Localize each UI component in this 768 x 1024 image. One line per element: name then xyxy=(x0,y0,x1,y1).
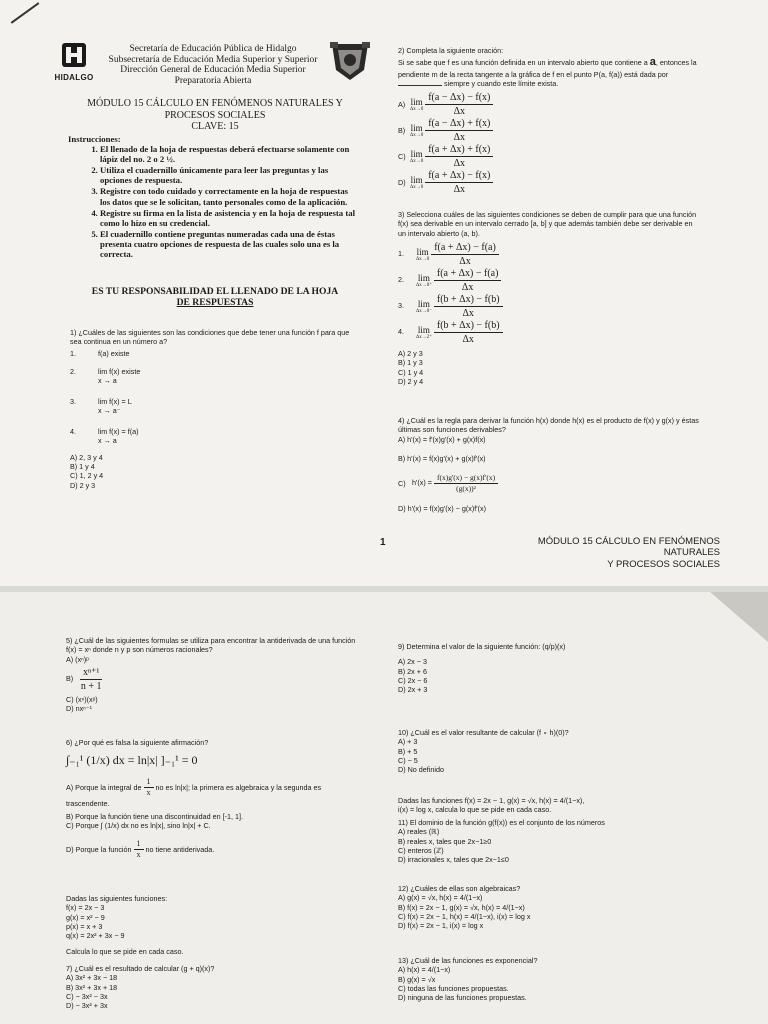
question-5 xyxy=(66,636,366,714)
cond-number: 3. xyxy=(70,396,76,406)
page-footer xyxy=(480,536,720,570)
option-b[interactable]: B) 2x + 6 xyxy=(398,666,427,676)
option-a[interactable]: A) h(x) = 4/(1−x) xyxy=(398,965,451,975)
denominator: Δx xyxy=(461,282,474,294)
cond-text: f(a) existe xyxy=(98,348,130,358)
limit xyxy=(416,300,432,314)
prepa-crest-logo xyxy=(328,40,372,84)
instructions-heading: Instrucciones: xyxy=(68,134,121,144)
given-functions xyxy=(66,894,366,956)
instruction-item: 5. El cuadernillo contiene preguntas numeradas cada una de éstas presenta cuatro opciones de respuesta de las cuales solo una es la correcta. xyxy=(100,229,358,259)
responsibility-notice xyxy=(70,286,360,308)
option-b[interactable]: B) 1 y 4 xyxy=(70,462,95,472)
question-4 xyxy=(398,416,700,513)
header-line-4: Preparatoria Abierta xyxy=(174,75,252,86)
option-b[interactable]: B) reales x, tales que 2x−1≥0 xyxy=(398,836,492,846)
option-b[interactable] xyxy=(398,117,700,143)
option-letter: B) xyxy=(398,125,406,135)
given2-line-1: Dadas las funciones f(x) = 2x − 1, g(x) = √x, h(x) = 4/(1−x), xyxy=(398,796,585,805)
lim-sub: Δx→0⁻ xyxy=(416,308,432,314)
lim-text: lim xyxy=(416,246,429,257)
limit xyxy=(416,326,432,340)
header-line-2: Subsecretaría de Educación Media Superior y Superior xyxy=(108,54,318,65)
cond-subscript: x → a⁻ xyxy=(98,406,121,416)
question-9-stem: 9) Determina el valor de la siguiente función: (q/p)(x) xyxy=(398,642,566,651)
option-d[interactable]: D) nxⁿ⁻¹ xyxy=(66,704,92,714)
option-c[interactable]: C) enteros (ℤ) xyxy=(398,846,444,856)
option-d[interactable]: D) − 3x² + 3x xyxy=(66,1001,108,1011)
exam-page-2 xyxy=(0,592,768,1024)
title-line-2: PROCESOS SOCIALES xyxy=(164,109,266,121)
lim-sub: Δx→0 xyxy=(410,184,424,190)
institution-header xyxy=(98,44,328,87)
question-1-options xyxy=(70,453,362,490)
stem-part: siempre y cuando este límite exista. xyxy=(444,79,559,89)
fraction xyxy=(434,319,503,346)
header-line-3: Dirección General de Educación Media Superior xyxy=(120,65,306,76)
stem-variable: a xyxy=(649,56,656,69)
instructions-list xyxy=(68,144,358,259)
question-3-options xyxy=(398,349,700,386)
footer-line-2: Y PROCESOS SOCIALES xyxy=(607,558,720,570)
option-a[interactable]: A) 3x² + 3x − 18 xyxy=(66,973,118,983)
option-d[interactable]: D) 2 y 3 xyxy=(70,480,96,490)
option-a[interactable]: A) 2, 3 y 4 xyxy=(70,452,103,462)
fraction xyxy=(434,293,503,320)
given-g: g(x) = x² − 9 xyxy=(66,912,105,922)
option-a[interactable]: A) + 3 xyxy=(398,737,418,747)
question-13 xyxy=(398,956,698,1003)
lim-text: lim xyxy=(410,174,423,185)
lim-sub: Δx→0⁺ xyxy=(416,282,432,288)
condition xyxy=(398,319,700,349)
numerator: f(a − Δx) + f(x) xyxy=(425,117,493,131)
option-b[interactable] xyxy=(66,666,366,693)
denominator: x xyxy=(146,788,151,798)
limit xyxy=(416,274,432,288)
answer-blank xyxy=(398,85,442,86)
numerator: f(a + Δx) − f(a) xyxy=(431,241,499,255)
numerator: 1 xyxy=(144,777,154,788)
option-text: no es ln|x|; la primera es algebraica y la segunda es trascendente. xyxy=(66,782,322,808)
cond-number: 4. xyxy=(398,327,404,337)
title-line-3: CLAVE: 15 xyxy=(191,121,239,132)
fraction xyxy=(425,169,493,196)
fraction xyxy=(134,839,144,861)
option-d[interactable]: D) ninguna de las funciones propuestas. xyxy=(398,993,527,1003)
lim-text: lim xyxy=(417,298,430,309)
page-number: 1 xyxy=(380,537,386,548)
limit xyxy=(410,176,423,190)
question-2-stem xyxy=(398,55,700,88)
option-b[interactable]: B) Porque la función tiene una discontinuidad en [-1, 1]. xyxy=(66,812,244,822)
fraction xyxy=(431,241,499,268)
pen-mark xyxy=(11,2,40,24)
option-letter: C) xyxy=(398,151,406,161)
option-letter: B) xyxy=(66,674,74,684)
fraction xyxy=(434,267,502,294)
given2-line-2: i(x) = log x, calcula lo que se pide en cada caso. xyxy=(398,805,552,815)
responsibility-line-2: DE RESPUESTAS xyxy=(176,297,254,309)
option-c[interactable]: C) todas las funciones propuestas. xyxy=(398,984,509,994)
option-c[interactable]: C) 1, 2 y 4 xyxy=(70,471,104,481)
numerator: 1 xyxy=(134,839,144,850)
question-10-stem: 10) ¿Cuál es el valor resultante de calcular (f ∘ h)(0)? xyxy=(398,728,569,737)
limit xyxy=(416,248,429,262)
cond-subscript: x → a xyxy=(98,436,117,446)
hidalgo-logo xyxy=(52,42,96,82)
option-c[interactable] xyxy=(398,473,700,494)
given-instruction: Calcula lo que se pide en cada caso. xyxy=(66,946,184,956)
denominator: Δx xyxy=(453,184,465,196)
option-b[interactable]: B) h'(x) = f(x)g'(x) + g(x)f'(x) xyxy=(398,454,486,464)
denominator: Δx xyxy=(459,256,471,268)
limit xyxy=(410,98,423,112)
numerator: f(b + Δx) − f(b) xyxy=(434,319,503,333)
cond-number: 2. xyxy=(398,275,404,285)
option-letter: D) xyxy=(398,177,406,187)
question-7-stem: 7) ¿Cuál es el resultado de calcular (g + q)(x)? xyxy=(66,964,215,973)
condition xyxy=(398,293,700,319)
option-letter: A) xyxy=(398,99,406,109)
numerator: f(b + Δx) − f(b) xyxy=(434,293,503,307)
denominator: n + 1 xyxy=(80,681,102,693)
denominator: x xyxy=(136,850,141,860)
cond-number: 2. xyxy=(70,366,76,376)
lim-sub: Δx→0 xyxy=(410,132,424,138)
option-d[interactable] xyxy=(398,169,700,195)
question-12 xyxy=(398,884,698,931)
question-2-options xyxy=(398,91,700,195)
lim-text: lim xyxy=(417,272,430,283)
question-10 xyxy=(398,728,698,775)
question-3-conditions xyxy=(398,241,700,349)
denominator: Δx xyxy=(453,158,465,170)
cond-text: lim f(x) = L xyxy=(98,396,132,406)
option-b[interactable]: B) f(x) = 2x − 1, g(x) = √x, h(x) = 4/(1−x) xyxy=(398,902,525,912)
option-text: A) Porque la integral de xyxy=(66,782,142,792)
option-c[interactable] xyxy=(398,143,700,169)
given-intro: Dadas las siguientes funciones: xyxy=(66,894,168,903)
given-p: p(x) = x + 3 xyxy=(66,922,103,932)
fraction xyxy=(434,473,498,494)
condition xyxy=(398,267,700,293)
option-letter: C) xyxy=(398,478,406,488)
question-6-formula: ∫₋₁¹ (1/x) dx = ln|x| ]₋₁¹ = 0 xyxy=(66,753,198,768)
option-c[interactable]: C) 2x − 6 xyxy=(398,676,428,686)
option-a[interactable]: A) (xⁿ)ᵖ xyxy=(66,654,89,664)
option-d[interactable]: D) irracionales x, tales que 2x−1≤0 xyxy=(398,855,509,865)
stem-part: , entonces la pendiente m de la recta tangente a la gráfica de f en el punto P(a, f(a)) está dada por xyxy=(398,58,697,79)
fraction xyxy=(425,117,493,144)
numerator: f(x)g'(x) − g(x)f'(x) xyxy=(434,473,498,484)
cond-subscript: x → a xyxy=(98,376,117,386)
option-a[interactable] xyxy=(66,777,366,808)
hidalgo-emblem-icon xyxy=(52,42,96,68)
instruction-item: 1. El llenado de la hoja de respuestas deberá efectuarse solamente con lápiz del no. 2 o 2 ½. xyxy=(100,144,358,164)
lim-text: lim xyxy=(410,148,423,159)
numerator: xⁿ⁺¹ xyxy=(80,666,102,680)
option-c[interactable]: C) 1 y 4 xyxy=(398,367,424,377)
question-7 xyxy=(66,964,366,1011)
question-1-stem: 1) ¿Cuáles de las siguientes son las condiciones que debe tener una función f para que sea continua en un número a? xyxy=(70,328,350,347)
option-d[interactable]: D) 2 y 4 xyxy=(398,377,424,387)
option-text: no tiene antiderivada. xyxy=(145,844,215,854)
question-4-stem: 4) ¿Cuál es la regla para derivar la función h(x) donde h(x) es el producto de f(x) y g(x) y éstas últimas son funciones derivables? xyxy=(398,416,699,435)
limit xyxy=(410,124,423,138)
question-3 xyxy=(398,210,700,387)
given-q: q(x) = 2x² + 3x − 9 xyxy=(66,931,125,941)
title-line-1: MÓDULO 15 CÁLCULO EN FENÓMENOS NATURALES Y xyxy=(87,98,343,109)
option-text: D) Porque la función xyxy=(66,844,132,854)
page-fold-shadow xyxy=(700,592,768,652)
given-f: f(x) = 2x − 3 xyxy=(66,903,105,913)
header-line-1: Secretaría de Educación Pública de Hidalgo xyxy=(129,44,297,54)
option-d[interactable]: D) f(x) = 2x − 1, i(x) = log x xyxy=(398,921,484,931)
option-d[interactable]: D) No definido xyxy=(398,765,444,775)
cond-number: 1. xyxy=(398,249,404,259)
option-d[interactable] xyxy=(66,839,366,861)
numerator: f(a + Δx) − f(x) xyxy=(425,169,493,183)
cond-number: 4. xyxy=(70,426,76,436)
option-c[interactable]: C) f(x) = 2x − 1, h(x) = 4/(1−x), i(x) = log x xyxy=(398,912,531,922)
instruction-item: 2. Utiliza el cuadernillo únicamente para leer las preguntas y las opciones de respuesta. xyxy=(100,165,358,185)
question-3-stem: 3) Selecciona cuáles de las siguientes condiciones se deben de cumplir para que una función f(x) sea derivable en un intervalo cerrado [a, b] y que además también debe ser derivable en un intervalo abierto (a, b). xyxy=(398,210,697,238)
option-b[interactable]: B) 1 y 3 xyxy=(398,358,423,368)
instructions-block xyxy=(68,134,358,260)
question-5-stem: 5) ¿Cuál de las siguientes formulas se utiliza para encontrar la antiderivada de una función f(x) = xⁿ donde n y p son números racionales? xyxy=(66,636,356,655)
cond-number: 1. xyxy=(70,348,76,358)
fraction xyxy=(80,666,102,693)
numerator: f(a + Δx) − f(a) xyxy=(434,267,502,281)
question-12-stem: 12) ¿Cuáles de ellas son algebraicas? xyxy=(398,884,521,893)
condition xyxy=(398,241,700,267)
option-d[interactable]: D) h'(x) = f(x)g'(x) − g(x)f'(x) xyxy=(398,503,486,513)
option-b[interactable]: B) + 5 xyxy=(398,746,418,756)
lim-text: lim xyxy=(410,96,423,107)
cond-text: lim f(x) existe xyxy=(98,366,141,376)
option-a[interactable] xyxy=(398,91,700,117)
denominator: (g(x))² xyxy=(456,484,476,494)
limit xyxy=(410,150,423,164)
fraction xyxy=(425,143,493,170)
footer-line-1: MÓDULO 15 CÁLCULO EN FENÓMENOS NATURALES xyxy=(537,536,720,559)
option-a[interactable]: A) g(x) = √x, h(x) = 4/(1−x) xyxy=(398,893,483,903)
option-c[interactable]: C) − 3x² − 3x xyxy=(66,992,108,1002)
lim-sub: Δx→0 xyxy=(410,158,424,164)
lim-text: lim xyxy=(410,122,423,133)
question-11-stem: 11) El dominio de la función g(f(x)) es el conjunto de los números xyxy=(398,818,605,827)
logo-text: HIDALGO xyxy=(54,73,94,82)
question-13-stem: 13) ¿Cuál de las funciones es exponencial? xyxy=(398,956,538,965)
denominator: Δx xyxy=(462,334,474,346)
given-functions-2 xyxy=(398,796,698,815)
lim-text: lim xyxy=(417,324,430,335)
question-11 xyxy=(398,818,698,865)
question-9 xyxy=(398,642,698,695)
option-a[interactable]: A) 2x − 3 xyxy=(398,657,427,667)
instruction-item: 3. Registre con todo cuidado y correctamente en la hoja de respuestas los datos que se le solicitan, tanto personales como de la aplicación. xyxy=(100,186,358,206)
option-c[interactable]: C) Porque ∫ (1/x) dx no es ln|x|, sino ln|x| + C. xyxy=(66,821,211,831)
question-2-title: 2) Completa la siguiente oración: xyxy=(398,46,504,55)
instruction-item: 4. Registre su firma en la lista de asistencia y en la hoja de respuesta tal como lo hizo en su credencial. xyxy=(100,208,358,228)
numerator: f(a − Δx) − f(x) xyxy=(425,91,493,105)
crest-icon xyxy=(328,40,372,84)
numerator: f(a + Δx) + f(x) xyxy=(425,143,493,157)
module-title xyxy=(70,98,360,133)
option-b[interactable]: B) g(x) = √x xyxy=(398,974,436,984)
fraction xyxy=(425,91,493,118)
denominator: Δx xyxy=(453,132,465,144)
option-c[interactable]: C) − 5 xyxy=(398,756,418,766)
cond-number: 3. xyxy=(398,301,404,311)
lim-sub: Δx→2⁺ xyxy=(416,334,432,340)
denominator: Δx xyxy=(453,106,465,118)
question-6-stem: 6) ¿Por qué es falsa la siguiente afirmación? xyxy=(66,738,209,747)
option-a[interactable]: A) reales (ℝ) xyxy=(398,827,440,837)
question-6 xyxy=(66,738,366,861)
option-a[interactable]: A) h'(x) = f'(x)g'(x) + g(x)f(x) xyxy=(398,434,486,444)
lim-sub: Δx→0 xyxy=(410,106,424,112)
lim-sub: Δx→0 xyxy=(416,256,430,262)
option-c[interactable]: C) (xⁿ)(xᵖ) xyxy=(66,695,98,705)
question-1 xyxy=(70,328,362,490)
fraction xyxy=(144,777,154,799)
responsibility-line-1: ES TU RESPONSABILIDAD EL LLENADO DE LA HOJA xyxy=(91,286,339,297)
denominator: Δx xyxy=(462,308,474,320)
stem-part: Si se sabe que f es una función definida en un intervalo abierto que contiene a xyxy=(398,58,648,68)
option-lhs: h'(x) = xyxy=(412,478,432,488)
option-b[interactable]: B) 3x² + 3x + 18 xyxy=(66,982,118,992)
option-a[interactable]: A) 2 y 3 xyxy=(398,349,423,359)
question-2 xyxy=(398,46,700,195)
option-d[interactable]: D) 2x + 3 xyxy=(398,685,428,695)
cond-text: lim f(x) = f(a) xyxy=(98,426,139,436)
